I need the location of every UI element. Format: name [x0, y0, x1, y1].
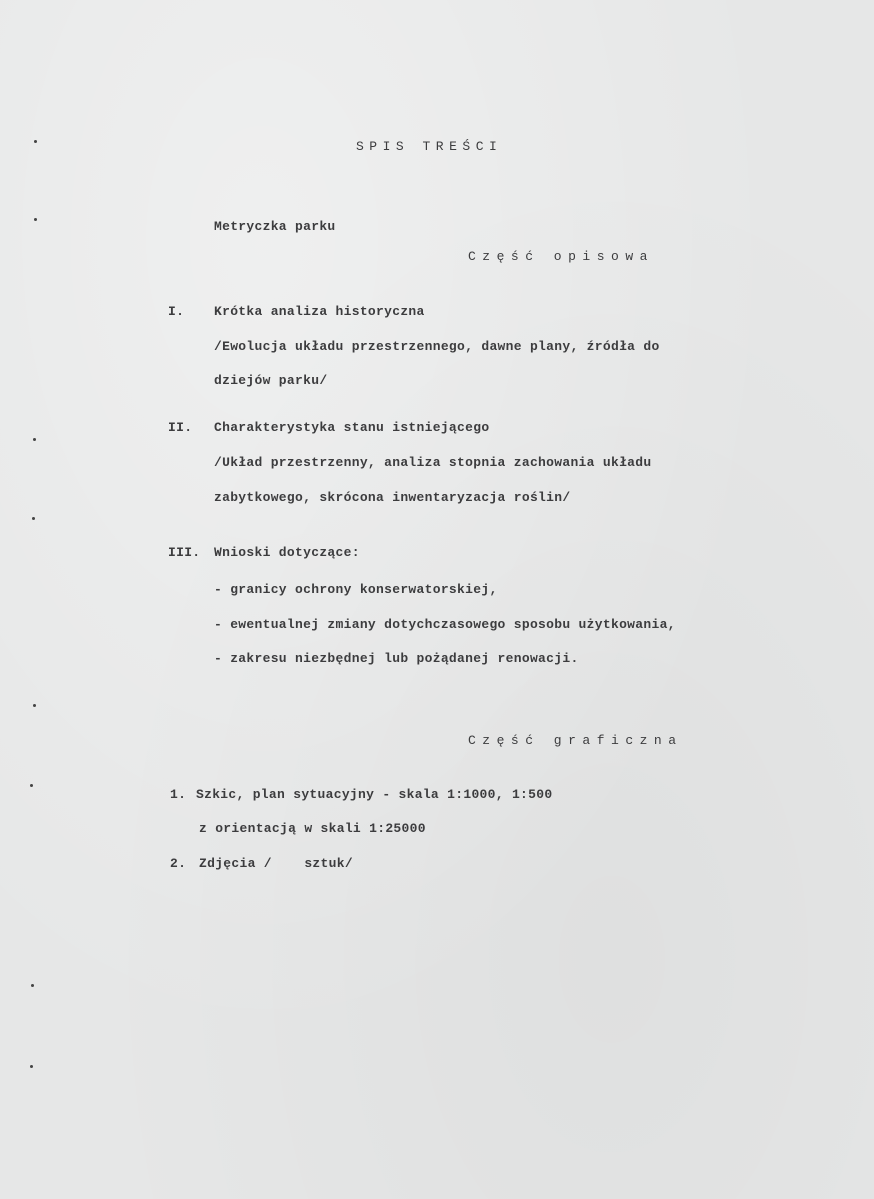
- item-1-line-3: dziejów parku/: [214, 373, 328, 388]
- item-number-3: III.: [168, 545, 201, 560]
- item-3-line-1: Wnioski dotyczące:: [214, 545, 360, 560]
- metryczka-line: Metryczka parku: [214, 219, 336, 234]
- item-1-line-1: Krótka analiza historyczna: [214, 304, 425, 319]
- margin-speck: [32, 517, 35, 520]
- graphic-item-2-line-1: Zdjęcia / sztuk/: [199, 856, 353, 871]
- item-3-line-3: - ewentualnej zmiany dotychczasowego sposobu użytkowania,: [214, 617, 676, 632]
- item-number-2: II.: [168, 420, 193, 435]
- page-title: SPIS TREŚCI: [356, 139, 503, 154]
- margin-speck: [31, 984, 34, 987]
- item-3-line-2: - granicy ochrony konserwatorskiej,: [214, 582, 498, 597]
- graphic-item-number-1: 1.: [170, 787, 187, 802]
- graphic-item-1-line-1: Szkic, plan sytuacyjny - skala 1:1000, 1:500: [196, 787, 553, 802]
- item-3-line-4: - zakresu niezbędnej lub pożądanej renowacji.: [214, 651, 579, 666]
- item-1-line-2: /Ewolucja układu przestrzennego, dawne plany, źródła do: [214, 339, 660, 354]
- item-2-line-2: /Układ przestrzenny, analiza stopnia zachowania układu: [214, 455, 652, 470]
- section-heading-descriptive: Część opisowa: [468, 249, 654, 264]
- item-number-1: I.: [168, 304, 185, 319]
- margin-speck: [30, 1065, 33, 1068]
- margin-speck: [30, 784, 33, 787]
- item-2-line-1: Charakterystyka stanu istniejącego: [214, 420, 490, 435]
- section-heading-graphic: Część graficzna: [468, 733, 683, 748]
- margin-speck: [33, 704, 36, 707]
- margin-speck: [34, 218, 37, 221]
- graphic-item-number-2: 2.: [170, 856, 187, 871]
- item-2-line-3: zabytkowego, skrócona inwentaryzacja roślin/: [214, 490, 571, 505]
- graphic-item-1-line-2: z orientacją w skali 1:25000: [199, 821, 426, 836]
- margin-speck: [34, 140, 37, 143]
- margin-speck: [33, 438, 36, 441]
